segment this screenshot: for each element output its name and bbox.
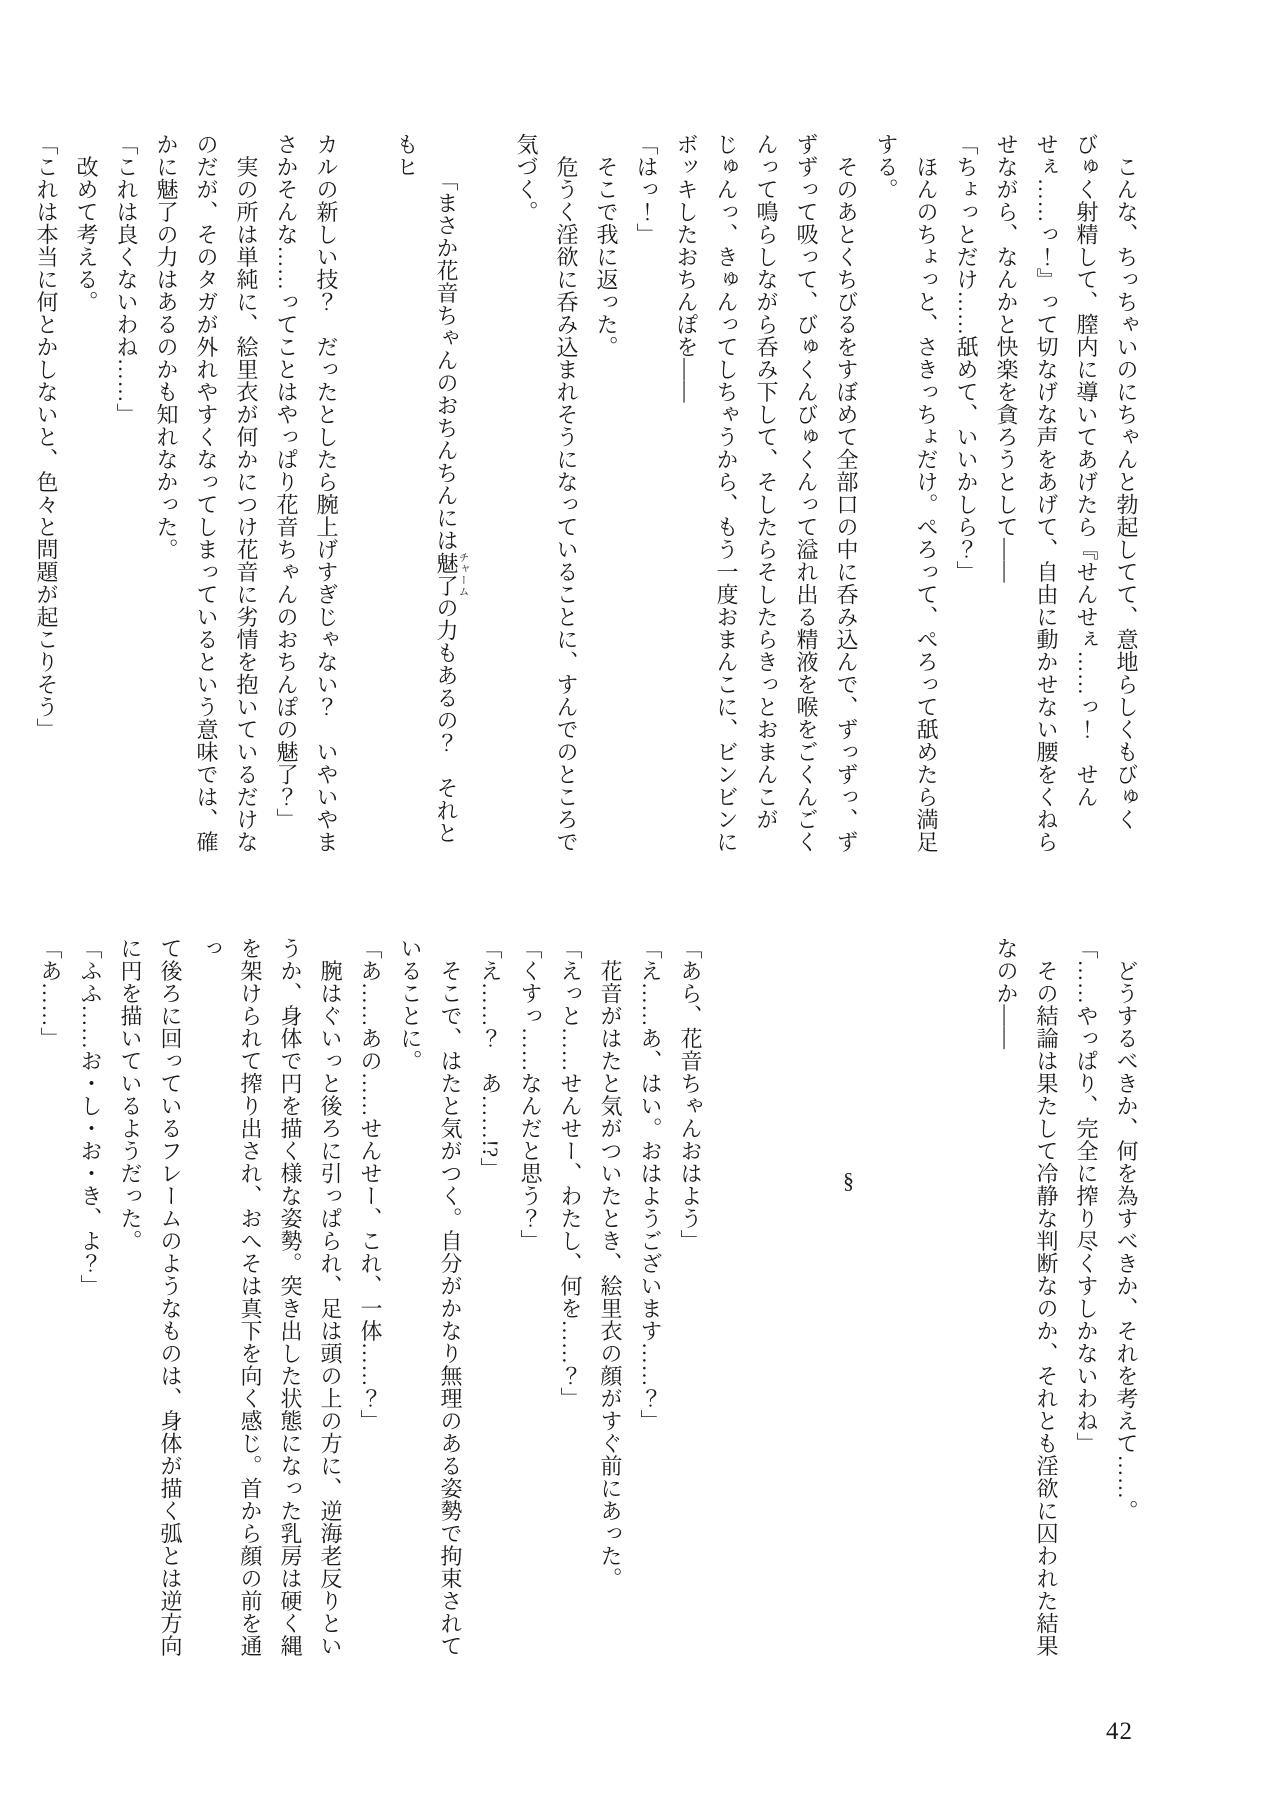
text-column: 「あ……あの……せんせー、これ、一体……？」 [358,937,383,1432]
text-column: のだが、そのタガが外れやすくなってしまっているという意味では、確 [194,133,219,853]
text-column: そのあとくちびるをすぼめて全部口の中に呑み込んで、ずっずっ、ず [834,133,859,853]
text-column: いることに。 [398,937,423,1072]
text-column: 「はっ！」 [634,133,659,246]
text-column: かに魅了の力はあるのかも知れなかった。 [154,133,179,561]
text-column: 「え……？ あ……!?」 [478,937,503,1181]
ruby-word [434,551,469,597]
text-block-bottom [30,937,1146,1671]
text-column: 「これは本当に何とかしないと、色々と問題が起こりそう」 [34,133,59,741]
text-column: ほんのちょっと、さきっちょだけ。ぺろって、ぺろって舐めたら満足 [914,133,939,853]
page-number: 42 [1106,1718,1133,1745]
text-column: 花音がはたと気がついたとき、絵里衣の顔がすぐ前にあった。 [598,937,623,1590]
text-column: そこで我に返った。 [594,133,619,358]
text-column: びゅく射精して、膣内に導いてあげたら『せんせぇ……っ！ せん [1074,133,1099,808]
text-column: その結論は果たして冷静な判断なのか、それとも淫欲に囚われた結果 [1034,937,1059,1657]
text-column: て後ろに回っているフレームのようなものは、身体が描く弧とは逆方向 [158,937,183,1657]
text-column: カルの新しい技？ だったとしたら腕上げすぎじゃない？ いやいやま [314,133,339,853]
section-break [788,937,908,1671]
ruby-base: 魅了 [434,551,459,597]
text-column: を架けられて搾り出され、おへそは真下を向く感じ。首から顔の前を通っ [198,937,263,1657]
text-column: する。 [874,133,899,201]
text-column: 危うく淫欲に呑み込まれそうになっていることに、すんでのところで [554,133,579,853]
text-column: じゅんっ、きゅんってしちゃうから、もう一度おまんこに、ビンビンに [714,133,739,853]
text-column: せぇ……っ！』って切なげな声をあげて、自由に動かせない腰をくねら [1034,133,1059,853]
text-column: ずずって吸って、びゅくんびゅくんって溢れ出る精液を喉をごくんごく [794,133,819,853]
text-column: 「ちょっとだけ……舐めて、いいかしら？」 [954,133,979,583]
text-column: に円を描いているようだった。 [118,937,143,1252]
text-column-with-ruby [346,133,506,861]
text-column: 「あら、花音ちゃんおはよう」 [678,937,703,1252]
text-column: 「あ……」 [38,937,63,1050]
text-column: 腕はぐいっと後ろに引っぱられ、足は頭の上の方に、逆海老反りとい [318,937,343,1657]
text-segment: の力もあるの？ それともヒ [394,133,459,844]
text-segment: 「まさか花音ちゃんのおちんちんには [434,169,459,552]
text-column: んって鳴らしながら呑み下して、そしたらそしたらきっとおまんこが [754,133,779,831]
text-column: そこで、はたと気がつく。自分がかなり無理のある姿勢で拘束されて [438,937,463,1657]
text-column: ボッキしたおちんぽを―― [674,133,699,403]
text-column: 気づく。 [514,133,539,223]
text-column: 「えっと……せんせー、わたし、何を……？」 [558,937,583,1410]
text-column: なのか―― [994,937,1019,1050]
section-mark: § [836,1168,861,1194]
text-column: 改めて考える。 [74,133,99,313]
text-column: うか、身体で円を描く様な姿勢。突き出した状態になった乳房は硬く縄 [278,937,303,1657]
text-column: こんな、ちっちゃいのにちゃんと勃起してて、意地らしくもびゅく [1114,133,1139,831]
text-column: 「……やっぱり、完全に搾り尽くすしかないわね」 [1074,937,1099,1455]
text-column: せながら、なんかと快楽を貪ろうとして―― [994,133,1019,583]
text-column: どうするべきか、何を為すべきか、それを考えて……。 [1114,937,1139,1522]
text-column: 「ふふ……お・し・お・き、よ？」 [78,937,103,1297]
text-column: 「え……あ、はい。おはようございます……？」 [638,937,663,1432]
text-column: 「これは良くないわね……」 [114,133,139,426]
text-column: さかそんな……ってことはやっぱり花音ちゃんのおちんぽの魅了？」 [274,133,299,831]
ruby-annotation: チャーム [457,551,469,597]
text-column: 「くすっ……なんだと思う？」 [518,937,543,1252]
text-column: 実の所は単純に、絵里衣が何かにつけ花音に劣情を抱いているだけな [234,133,259,853]
text-block-top [26,133,1146,861]
